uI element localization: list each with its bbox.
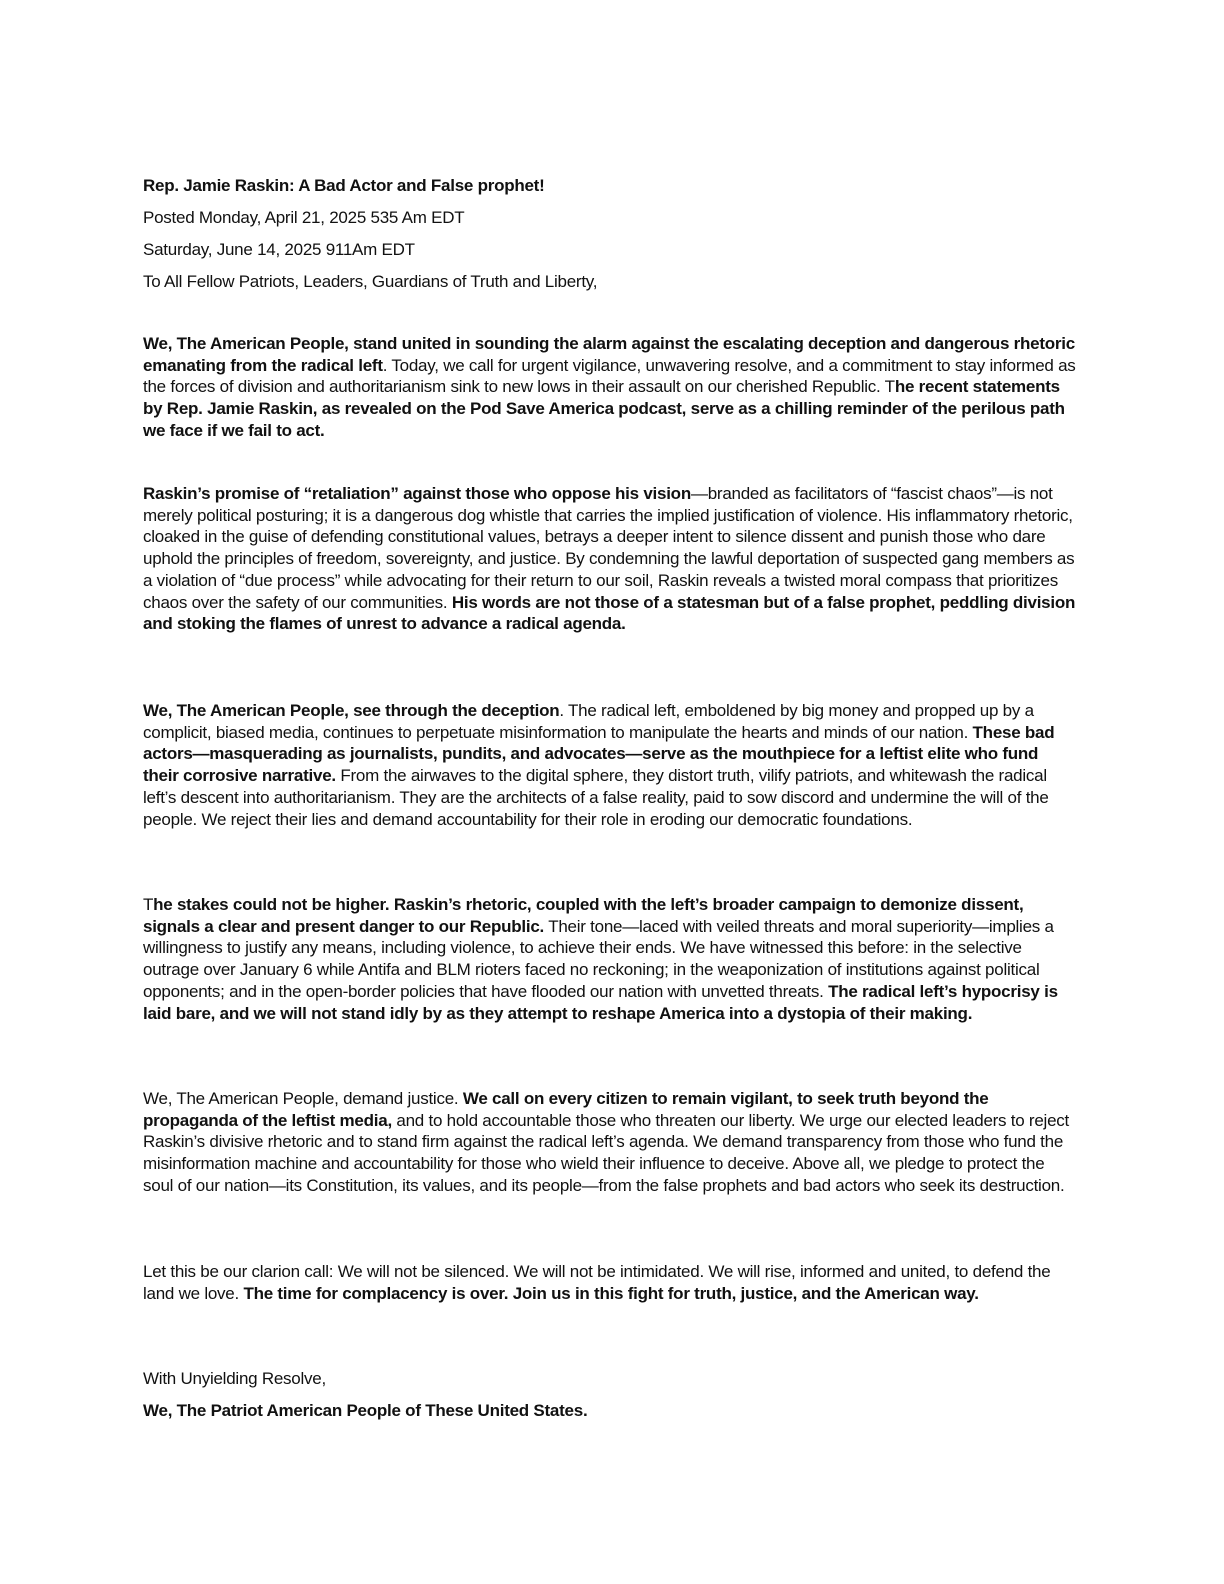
text-segment: We, The American People, demand justice. (143, 1089, 463, 1108)
text-segment: . The radical left, emboldened by big money and propped up by a complicit, biased media, continues to perpetuate misinformation to manipulate the hearts and minds of our nation. (143, 701, 1034, 742)
document-title (143, 175, 1078, 197)
bold-text-segment: he recent statements by Rep. Jamie Raskin, as revealed on the Pod Save America podcast, serve as a chilling reminder of the perilous path we face if we fail to act. (143, 377, 1065, 440)
paragraph-4 (143, 894, 1078, 1024)
bold-text-segment: The time for complacency is over. Join us in this fight for truth, justice, and the American way. (243, 1283, 979, 1303)
signature (143, 1400, 1078, 1422)
bold-text-segment: We call on every citizen to remain vigilant, to seek truth beyond the propaganda of the leftist media, (143, 1089, 989, 1130)
text-segment: T (143, 895, 154, 914)
bold-text-segment: We, The American People, stand united in sounding the alarm against the escalating deception and dangerous rhetoric emanating from the radical left (143, 334, 1075, 375)
paragraph-3 (143, 700, 1078, 830)
title-text: Rep. Jamie Raskin: A Bad Actor and False prophet! (143, 176, 545, 195)
posted-date: Posted Monday, April 21, 2025 535 Am EDT (143, 208, 465, 227)
bold-text-segment: We, The American People, see through the deception (143, 701, 560, 720)
paragraph-5 (143, 1088, 1078, 1197)
bold-text-segment: The radical left’s hypocrisy is laid bare, and we will not stand idly by as they attempt to reshape America into a dystopia of their making. (143, 981, 1058, 1023)
valediction: With Unyielding Resolve, (143, 1369, 326, 1388)
updated-date: Saturday, June 14, 2025 911Am EDT (143, 240, 415, 259)
paragraph-6 (143, 1261, 1078, 1304)
text-segment: and to hold accountable those who threaten our liberty. We urge our elected leaders to reject Raskin’s divisive rhetoric and to stand firm against the radical left’s agenda. We demand transparency from those who fund the misinformation machine and accountability for those who wield their influence to deceive. Above all, we pledge to protect the soul of our nation—its Constitution, its values, and its people—from the false prophets and bad actors who seek its destruction. (143, 1110, 1069, 1195)
bold-text-segment: Raskin’s promise of “retaliation” against those who oppose his vision (143, 484, 691, 503)
bold-text-segment: His words are not those of a statesman but of a false prophet, peddling division and stoking the flames of unrest to advance a radical agenda. (143, 592, 1076, 634)
bold-text-segment: These bad actors—masquerading as journalists, pundits, and advocates—serve as the mouthpiece for a leftist elite who fund their corrosive narrative. (143, 722, 1055, 786)
text-segment: . Today, we call for urgent vigilance, unwavering resolve, and a commitment to stay informed as the forces of division and authoritarianism sink to new lows in their assault on our cherished Republic. T (143, 355, 1076, 397)
signature-text: We, The Patriot American People of These United States. (143, 1401, 588, 1420)
text-segment: Let this be our clarion call: We will not be silenced. We will not be intimidated. We will rise, informed and united, to defend the land we love. (143, 1262, 1051, 1303)
text-segment: From the airwaves to the digital sphere, they distort truth, vilify patriots, and whitewash the radical left’s descent into authoritarianism. They are the architects of a false reality, paid to sow discord and undermine the will of the people. We reject their lies and demand accountability for their role in eroding our democratic foundations. (143, 766, 1049, 829)
paragraph-2 (143, 483, 1078, 635)
text-segment: Their tone—laced with veiled threats and moral superiority—implies a willingness to justify any means, including violence, to achieve their ends. We have witnessed this before: in the selective outrage over January 6 while Antifa and BLM rioters faced no reckoning; in the weaponization of institutions against political opponents; and in the open-border policies that have flooded our nation with unvetted threats. (143, 916, 1054, 1001)
paragraph-1 (143, 333, 1078, 442)
salutation: To All Fellow Patriots, Leaders, Guardians of Truth and Liberty, (143, 272, 598, 291)
text-segment: —branded as facilitators of “fascist chaos”—is not merely political posturing; it is a dangerous dog whistle that carries the implied justification of violence. His inflammatory rhetoric, cloaked in the guise of defending constitutional values, betrays a deeper intent to silence dissent and punish those who dare uphold the principles of freedom, sovereignty, and justice. By condemning the lawful deportation of suspected gang members as a violation of “due process” while advocating for their return to our soil, Raskin reveals a twisted moral compass that prioritizes chaos over the safety of our communities. (143, 484, 1075, 612)
bold-text-segment: he stakes could not be higher. Raskin’s rhetoric, coupled with the left’s broader campaign to demonize dissent, signals a clear and present danger to our Republic. (143, 895, 1024, 936)
